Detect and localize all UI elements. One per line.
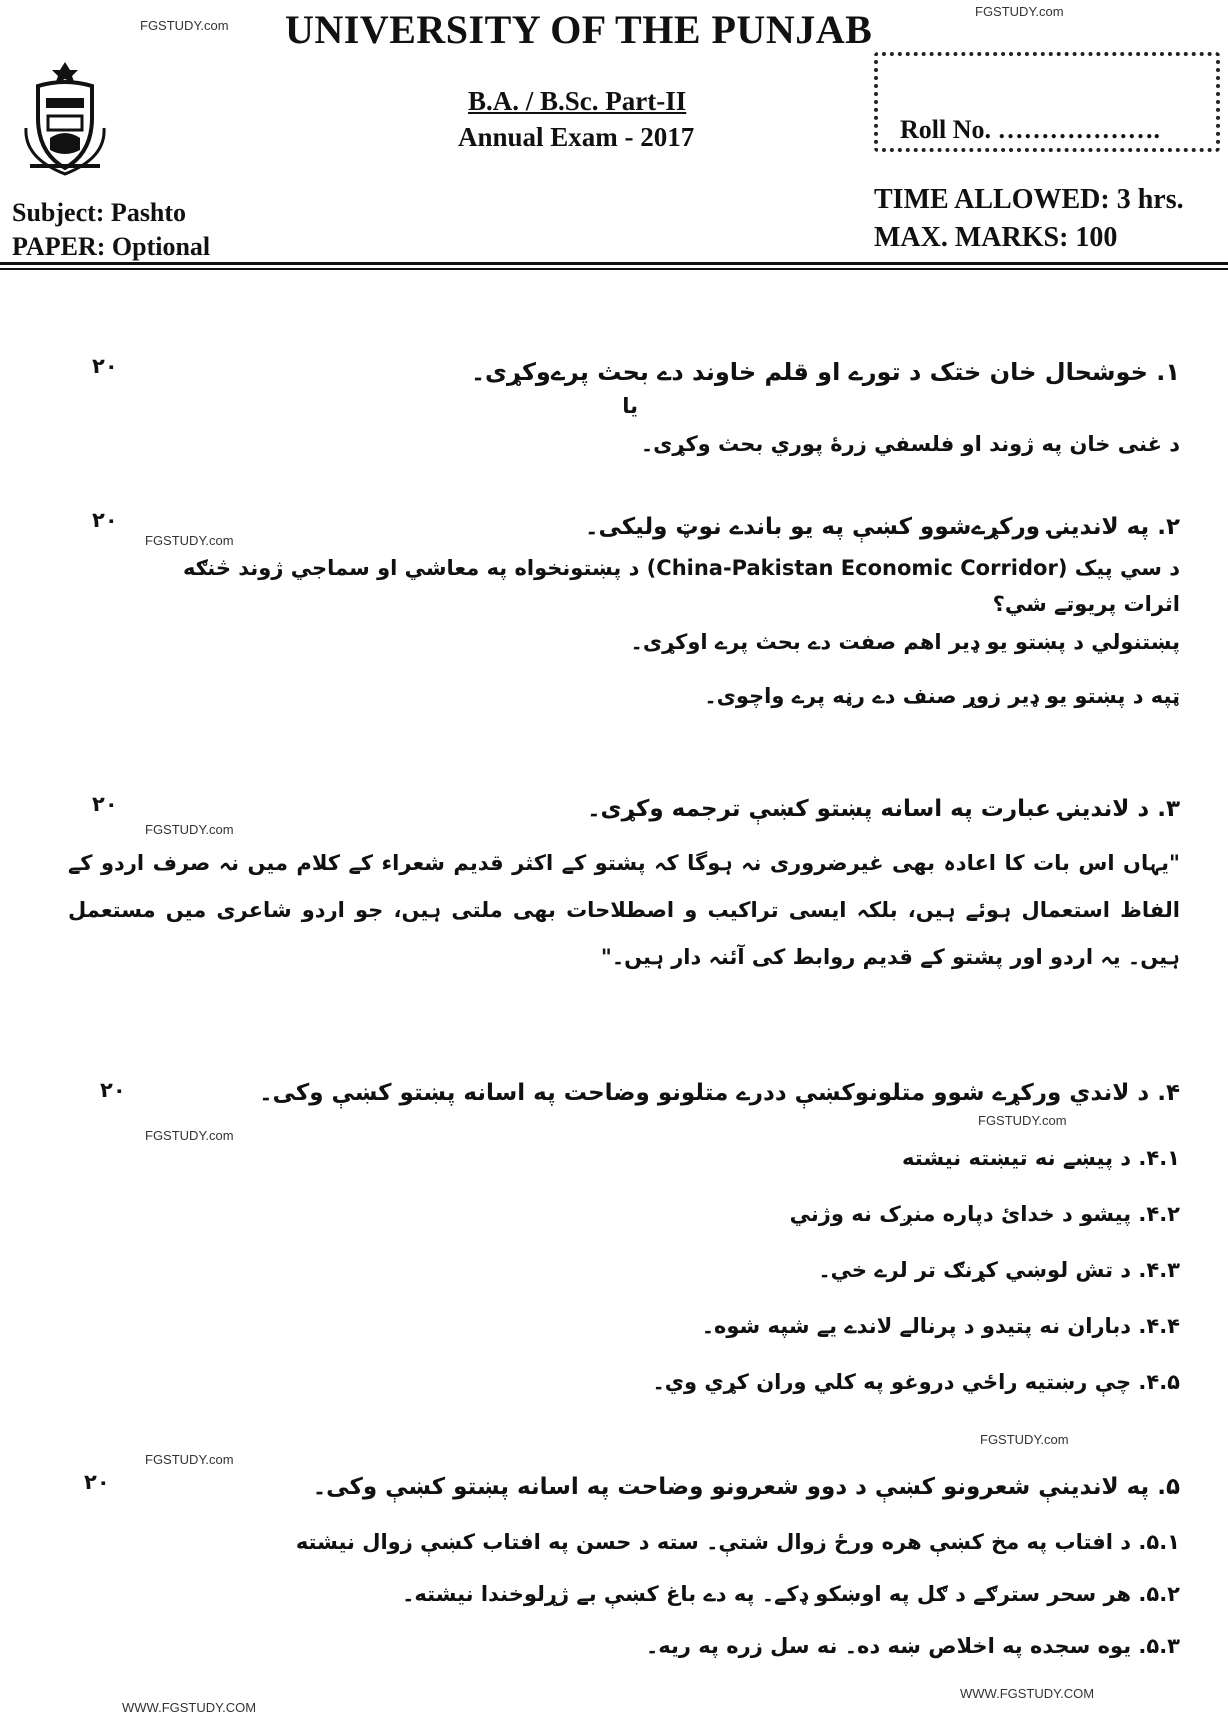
footer-watermark: WWW.FGSTUDY.COM (960, 1686, 1095, 1701)
watermark: FGSTUDY.com (145, 533, 234, 548)
university-seal-icon (20, 58, 110, 176)
question-1: ۱. خوشحال خان ختک د تورے او قلم خاوند دے بحث پرےوکړی۔ (470, 358, 1180, 386)
watermark: FGSTUDY.com (145, 1128, 234, 1143)
watermark: FGSTUDY.com (145, 822, 234, 837)
time-allowed: TIME ALLOWED: 3 hrs. (874, 184, 1184, 215)
proverb-item: ۴.۱. د پیښے نه تیښته نیشته (902, 1146, 1180, 1170)
question-marks: ۲۰ (84, 1470, 110, 1494)
question-marks: ۲۰ (92, 508, 118, 532)
question-2-option-a: د سي پیک (China-Pakistan Economic Corridor) د پښتونخواه په معاشي او سماجي ژوند څنګه (182, 556, 1180, 580)
question-2-option-a-cont: اثرات پریوتے شي؟ (992, 592, 1180, 616)
program-label: B.A. / B.Sc. Part-II (468, 86, 687, 116)
question-marks: ۲۰ (100, 1078, 126, 1102)
couplet-item: ۵.۱. د افتاب په مخ کښې هره ورځ زوال شتې۔ سته د حسن په افتاب کښې زوال نیشته (295, 1530, 1180, 1554)
question-2-option-b: پښتنولي د پښتو یو ډیر اهم صفت دے بحث پرے اوکړی۔ (630, 630, 1180, 654)
question-2: ۲. په لاندینۍ ورکړےشوو کښې په یو باندے نوټ ولیکی۔ (585, 514, 1180, 540)
question-1-or: یا (622, 394, 638, 418)
question-marks: ۲۰ (92, 792, 118, 816)
question-marks: ۲۰ (92, 354, 118, 378)
subject-label: Subject: Pashto (12, 198, 187, 227)
max-marks: MAX. MARKS: 100 (874, 222, 1118, 253)
footer-watermark: WWW.FGSTUDY.COM (122, 1700, 257, 1715)
question-2-option-c: ټپه د پښتو یو ډیر زوړ صنف دے رڼه پرے واچوی۔ (704, 684, 1180, 708)
exam-label: Annual Exam - 2017 (458, 122, 695, 152)
question-4: ۴. د لاندي ورکړے شوو متلونوکښې ددرے متلونو وضاحت په اسانه پښتو کښې وکی۔ (259, 1080, 1180, 1106)
proverb-item: ۴.۳. د تش لوښي کړنګ تر لرے خي۔ (818, 1258, 1180, 1282)
roll-number-field: Roll No. ………………. (900, 115, 1160, 144)
question-3: ۳. د لاندینۍ عبارت په اسانه پښتو کښې ترجمه وکړی۔ (587, 796, 1180, 822)
header-divider (0, 268, 1228, 270)
university-title: UNIVERSITY OF THE PUNJAB (285, 7, 873, 52)
question-1-alt: د غنی خان په ژوند او فلسفي زرۀ پوري بحث وکړی۔ (640, 432, 1180, 456)
question-5: ۵. په لاندینې شعرونو کښې د دوو شعرونو وضاحت په اسانه پښتو کښې وکی۔ (312, 1474, 1180, 1500)
watermark: FGSTUDY.com (980, 1432, 1069, 1447)
proverb-item: ۴.۵. چې رښتیه راځي دروغو په کلي وران کړي وي۔ (652, 1370, 1180, 1394)
couplet-item: ۵.۳. یوه سجده په اخلاص ښه ده۔ نه سل زره په ریه۔ (645, 1634, 1180, 1658)
watermark: FGSTUDY.com (140, 18, 229, 33)
question-3-passage: "یہاں اس بات کا اعادہ بھی غیرضروری نہ ہوگا کہ پشتو کے اکثر قدیم شعراء کے کلام میں نہ صرف اردو کے الفاظ استعمال ہوئے ہیں، بلکہ ایسی تراکیب و اصطلاحات بھی ملتی ہیں، جو اردو شاعری میں مستعمل ہیں۔ یہ اردو اور پشتو کے قدیم روابط کی آئنہ دار ہیں۔" (68, 851, 1180, 969)
proverb-item: ۴.۲. پیشو د خدائ دپاره منږک نه وژني (789, 1202, 1180, 1226)
header-divider (0, 262, 1228, 265)
couplet-item: ۵.۲. هر سحر سترګے د ګل په اوښکو ډکے۔ په دے باغ کښې بے ژړلوخندا نیشته۔ (402, 1582, 1180, 1606)
watermark: FGSTUDY.com (975, 4, 1064, 19)
proverb-item: ۴.۴. دباران نه پتیدو د پرنالے لاندے یے شپه شوه۔ (701, 1314, 1180, 1338)
paper-label: PAPER: Optional (12, 232, 211, 261)
watermark: FGSTUDY.com (145, 1452, 234, 1467)
watermark: FGSTUDY.com (978, 1113, 1067, 1128)
